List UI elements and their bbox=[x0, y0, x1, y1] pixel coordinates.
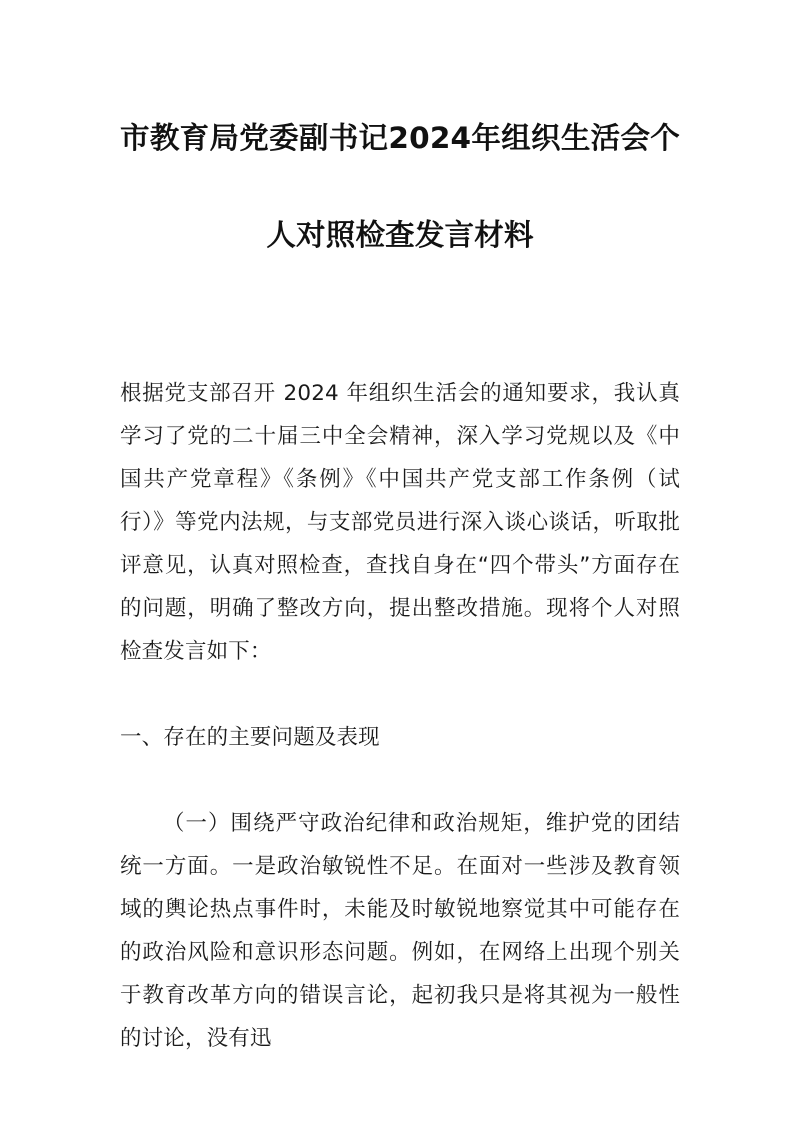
page-title-line-2: 人对照检查发言材料 bbox=[266, 218, 534, 252]
section-heading-1: 一、存在的主要问题及表现 bbox=[120, 725, 380, 750]
intro-paragraph: 根据党支部召开 2024 年组织生活会的通知要求，我认真学习了党的二十届三中全会精神，深入学习党规以及《中国共产党章程》《条例》《中国共产党支部工作条例（试行）》等党内法规，与支部党员进行深入谈心谈话，听取批评意见，认真对照检查，查找自身在“四个带头”方面存在的问题，明确了整改方向，提出整改措施。现将个人对照检查发言如下： bbox=[120, 381, 680, 664]
paragraph-spacer-2 bbox=[120, 759, 680, 802]
subsection-paragraph-1: （一）围绕严守政治纪律和政治规矩，维护党的团结统一方面。一是政治敏锐性不足。在面对一些涉及教育领域的輿论热点事件时，未能及时敏锐地察觉其中可能存在的政治风险和意识形态问题。例如，在网络上出现个别关于教育改革方向的错误言论，起初我只是将其视为一般性的讨论，没有迅 bbox=[120, 811, 680, 1051]
title-body-spacer bbox=[120, 284, 680, 329]
page-title bbox=[120, 90, 680, 284]
top-margin-spacer bbox=[120, 0, 680, 90]
title-body-spacer-2 bbox=[120, 329, 680, 372]
document-text-column bbox=[120, 0, 680, 1060]
page-title-line-1: 市教育局党委副书记2024年组织生活会个 bbox=[120, 121, 680, 155]
paragraph-spacer-1 bbox=[120, 673, 680, 716]
